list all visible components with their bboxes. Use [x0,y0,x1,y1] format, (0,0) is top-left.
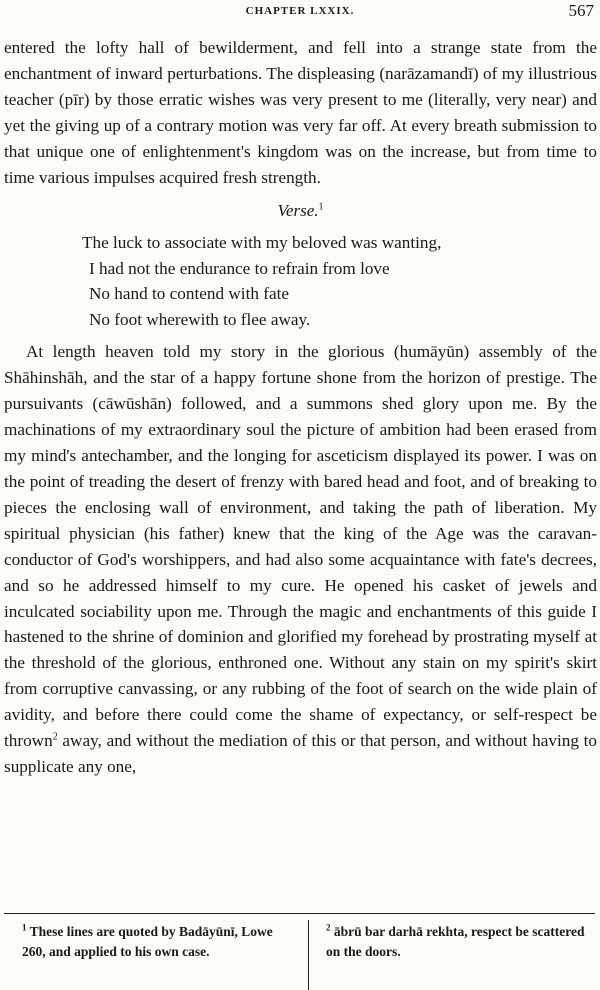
verse-block [82,230,597,332]
paragraph-2-part-2: away, and without the mediation of this or that person, and without having to supplicate any one, [4,731,597,776]
page-number: 567 [568,1,594,20]
page-header [0,3,600,25]
footnote-2 [318,922,600,961]
footnote-2-text: ābrū bar darhā rekhta, respect be scattered on the doors. [326,924,585,959]
footnote-rule [4,913,595,914]
footnote-1 [4,922,296,961]
verse-line: No hand to contend with fate [89,284,289,304]
paragraph-1: entered the lofty hall of bewilderment, and fell into a strange state from the enchantment of inward perturbations. The displeasing (narāzamandī) of my illustrious teacher (pīr) by those erratic wishes was very present to me (literally, very near) and yet the giving up of a contrary motion was very far off. At every breath submission to that unique one of enlightenment's kingdom was on the increase, but from time to time various impulses acquired fresh strength. [4,38,597,187]
paragraph-2-part-1: At length heaven told my story in the glorious (humāyūn) assembly of the Shāhinshāh, and the star of a happy fortune shone from the horizon of prestige. The pursuivants (cāwūshān) followed, and a summons shed glory upon me. By the machinations of my extraordinary soul the picture of ambition had been erased from my mind's antechamber, and the longing for asceticism displayed its power. I was on the point of treading the desert of frenzy with bared head and foot, and of breaking to pieces the enclosing wall of environment, and taking the path of liberation. My spiritual physician (his father) knew that the king of the Age was the caravan-conductor of God's worshippers, and had also some acquaintance with fate's decrees, and so he addressed himself to my cure. He opened his casket of jewels and inculcated sociability upon me. Through the magic and enchantments of this guide I hastened to the shrine of dominion and glorified my forehead by prostrating myself at the threshold of the glorious, enthroned one. Without any stain on my spirit's skirt from corruptive canvassing, or any rubbing of the foot of search on the wide plain of avidity, and before there could come the shame of expectancy, or self-respect be thrown [4,342,597,751]
verse-footnote-ref: 1 [318,201,324,213]
running-head: CHAPTER LXXIX. [245,5,355,17]
footnote-1-marker: 1 [22,922,27,933]
paragraph-2 [4,339,597,779]
main-text [4,35,597,780]
paragraph-footnote-ref: 2 [52,731,58,743]
verse-heading-label: Verse. [277,201,319,221]
footnotes [0,922,600,990]
verse-line: The luck to associate with my beloved was wanting, [82,233,442,253]
verse-line: I had not the endurance to refrain from love [89,258,390,278]
footnote-2-marker: 2 [326,922,331,933]
verse-line: No foot wherewith to flee away. [89,309,311,329]
footnote-1-text: These lines are quoted by Badāyūnī, Lowe 260, and applied to his own case. [22,924,273,959]
verse-heading [4,199,597,223]
footnote-column-divider [308,920,309,990]
